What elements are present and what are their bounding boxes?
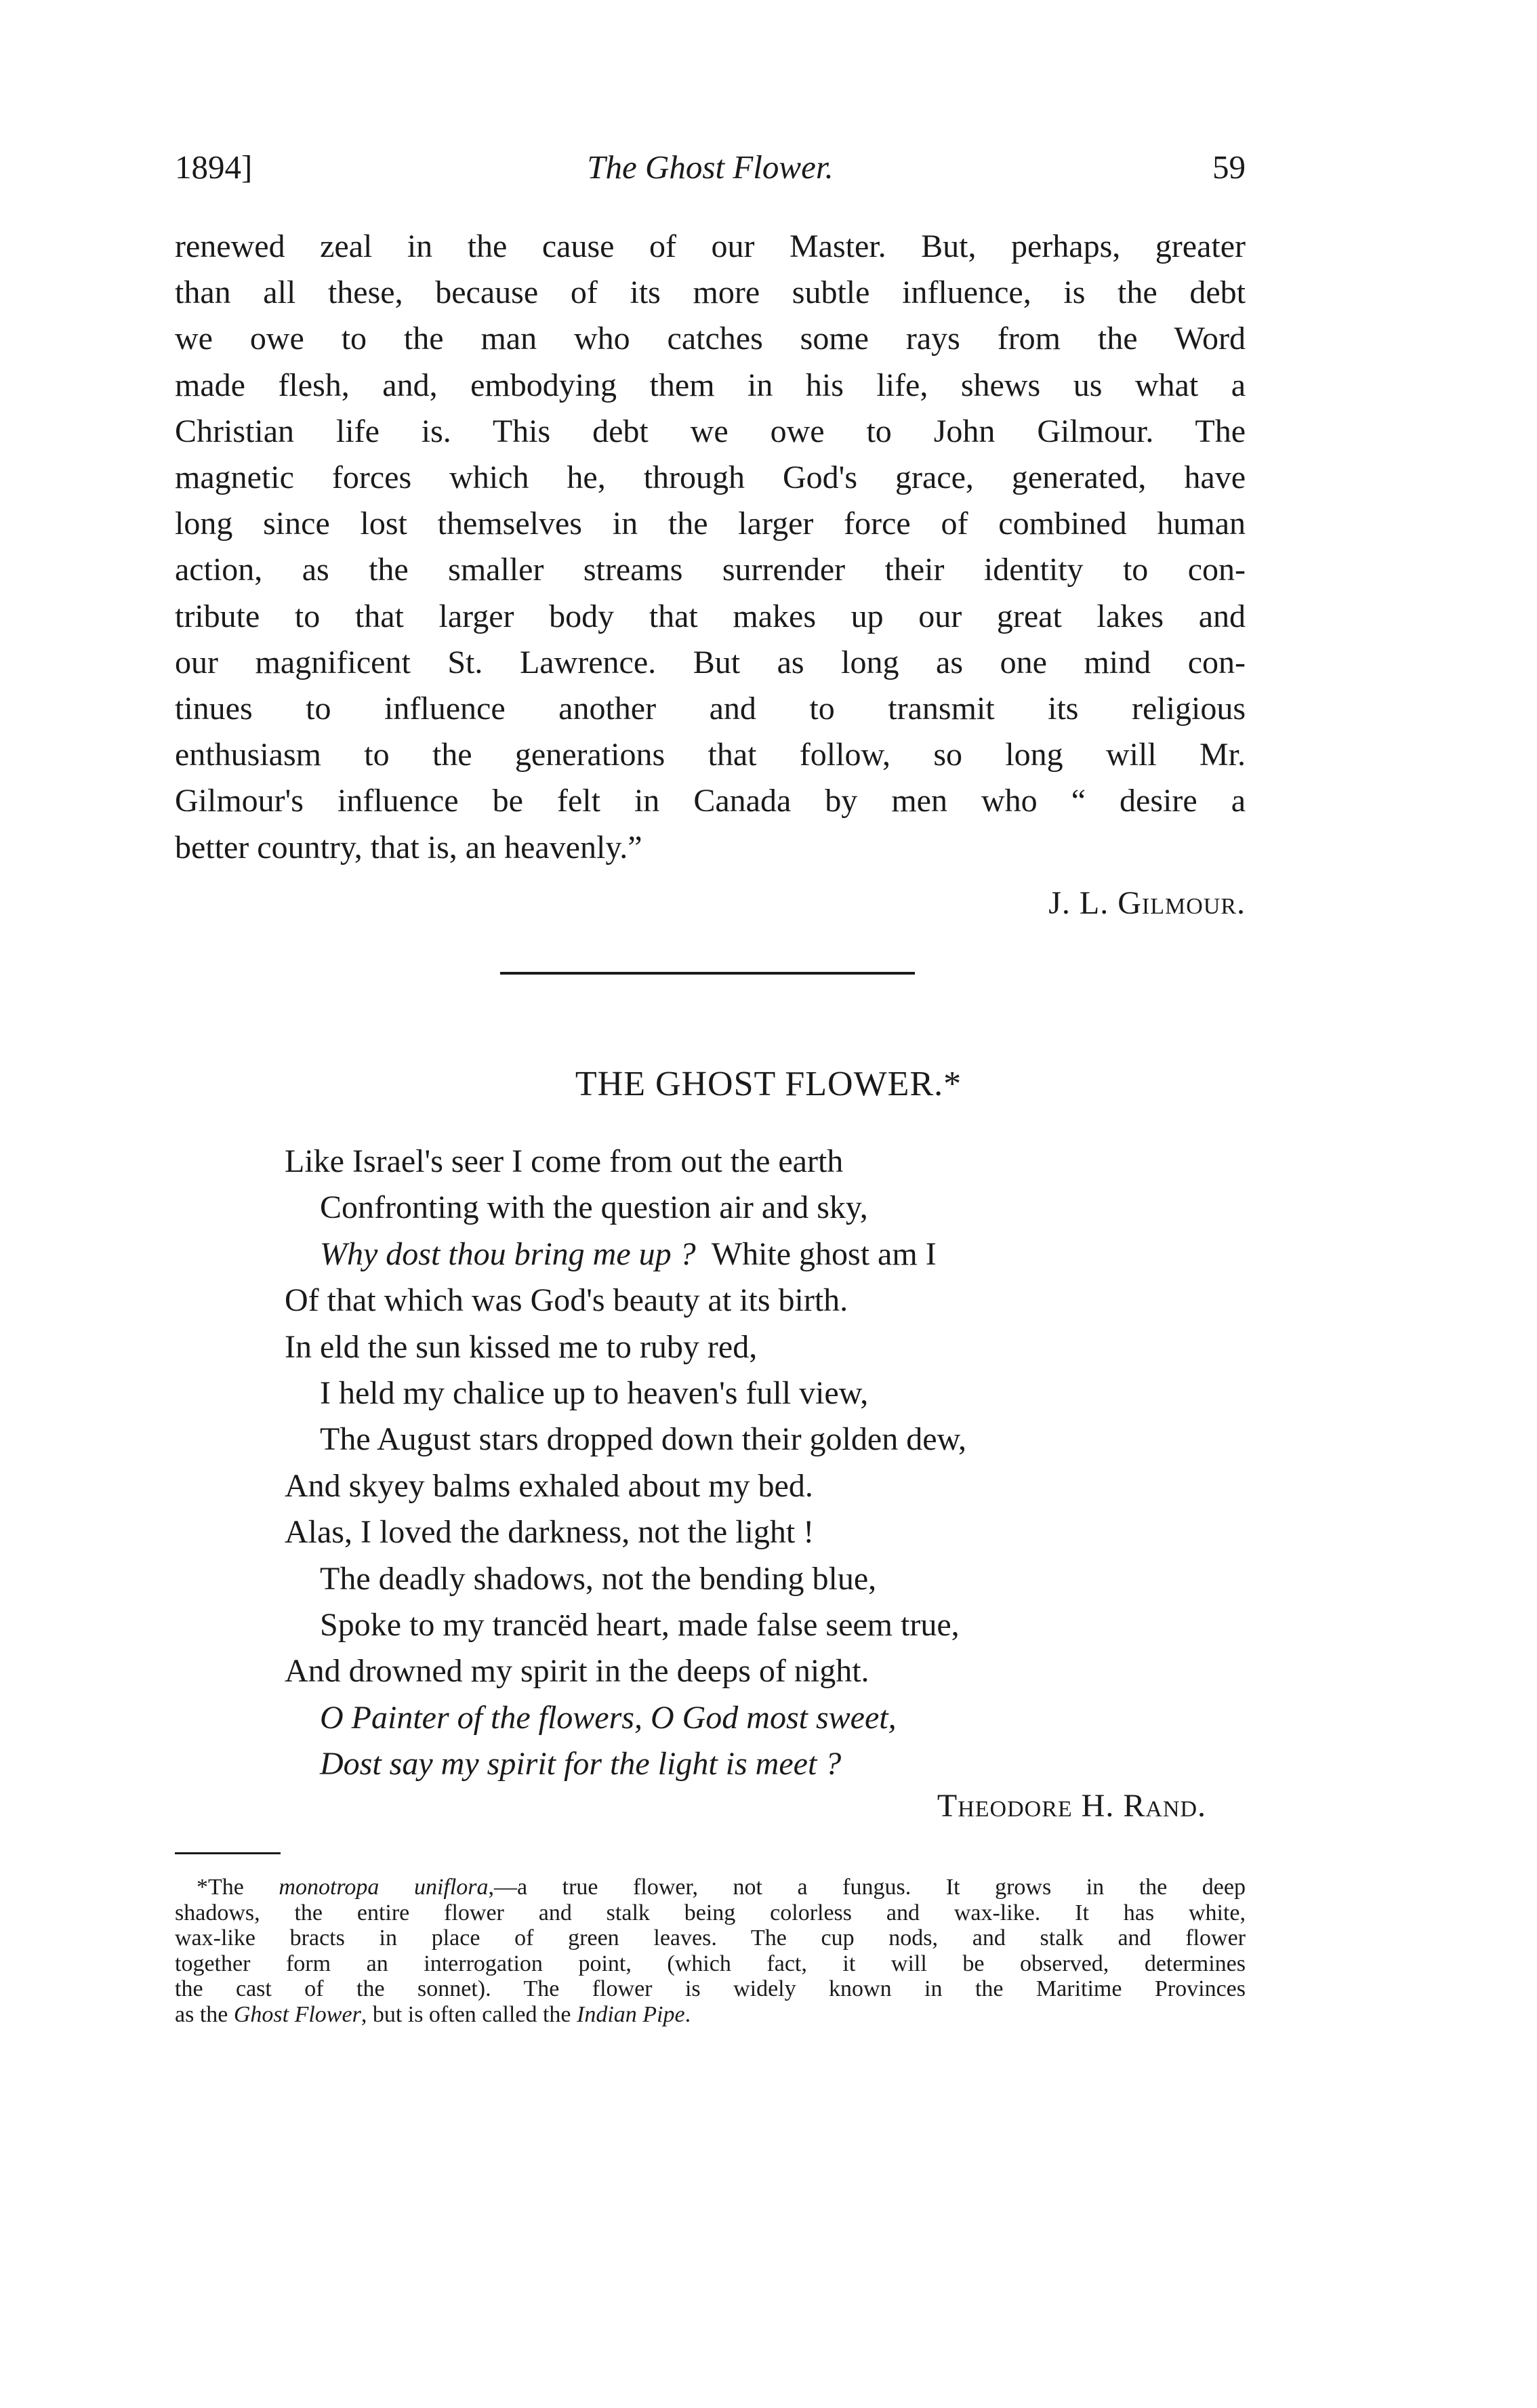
poem-line: Of that which was God's beauty at its birth. <box>285 1282 848 1319</box>
poem <box>285 1139 1233 1788</box>
footnote-line: the cast of the sonnet). The flower is widely known in the Maritime Provinces <box>175 1976 1246 2001</box>
prose-line: tribute to that larger body that makes up our great lakes and <box>175 598 1246 634</box>
poem-line: Why dost thou bring me up ? White ghost am I <box>320 1236 937 1272</box>
poem-line: And skyey balms exhaled about my bed. <box>285 1467 813 1504</box>
poem-line: Spoke to my trancëd heart, made false seem true, <box>320 1607 960 1644</box>
running-head <box>175 148 1246 188</box>
poem-line: Dost say my spirit for the light is meet ? <box>320 1746 842 1782</box>
poem-line: The deadly shadows, not the bending blue, <box>320 1560 877 1597</box>
prose-line: action, as the smaller streams surrender their identity to con- <box>175 552 1246 588</box>
footnote-line: *The monotropa uniflora,—a true flower, not a fungus. It grows in the deep <box>197 1875 1246 1900</box>
footnote-line: wax-like bracts in place of green leaves. The cup nods, and stalk and flower <box>175 1925 1246 1951</box>
prose-line: tinues to influence another and to transmit its religious <box>175 691 1246 727</box>
page-number: 59 <box>1212 148 1246 186</box>
prose-line: enthusiasm to the generations that follow, so long will Mr. <box>175 737 1246 773</box>
poem-line: In eld the sun kissed me to ruby red, <box>285 1328 758 1365</box>
prose-paragraph <box>175 224 1246 871</box>
poem-line: Alas, I loved the darkness, not the light ! <box>285 1514 815 1551</box>
footnote-line: as the Ghost Flower, but is often called the Indian Pipe. <box>175 2001 691 2027</box>
prose-line: than all these, because of its more subtle influence, is the debt <box>175 274 1246 311</box>
prose-line: long since lost themselves in the larger force of combined human <box>175 506 1246 542</box>
poem-line: And drowned my spirit in the deeps of night. <box>285 1653 869 1690</box>
prose-line: renewed zeal in the cause of our Master. But, perhaps, greater <box>175 228 1246 264</box>
prose-line: made flesh, and, embodying them in his life, shews us what a <box>175 367 1246 403</box>
header-year: 1894] <box>175 148 253 186</box>
prose-line: our magnificent St. Lawrence. But as long as one mind con- <box>175 644 1246 680</box>
header-title: The Ghost Flower. <box>587 148 834 186</box>
prose-line: we owe to the man who catches some rays from the Word <box>175 321 1246 357</box>
poem-line: Confronting with the question air and sky, <box>320 1189 868 1226</box>
footnote-divider <box>175 1852 281 1854</box>
poem-signature: Theodore H. Rand. <box>937 1788 1206 1824</box>
section-divider <box>500 972 915 975</box>
poem-title: THE GHOST FLOWER.* <box>575 1065 962 1103</box>
footnote <box>175 1875 1246 2027</box>
prose-line: Gilmour's influence be felt in Canada by men who “ desire a <box>175 783 1246 819</box>
prose-line: magnetic forces which he, through God's grace, generated, have <box>175 460 1246 496</box>
footnote-line: shadows, the entire flower and stalk being colorless and wax-like. It has white, <box>175 1900 1246 1925</box>
prose-signature: J. L. Gilmour. <box>1048 885 1246 921</box>
poem-line: O Painter of the flowers, O God most sweet, <box>320 1699 897 1736</box>
prose-line: better country, that is, an heavenly.” <box>175 829 642 865</box>
footnote-line: together form an interrogation point, (which fact, it will be observed, determines <box>175 1951 1246 1976</box>
poem-line: Like Israel's seer I come from out the earth <box>285 1143 844 1179</box>
poem-line: The August stars dropped down their golden dew, <box>320 1421 967 1458</box>
prose-line: Christian life is. This debt we owe to John Gilmour. The <box>175 413 1246 449</box>
poem-line: I held my chalice up to heaven's full view, <box>320 1375 869 1412</box>
